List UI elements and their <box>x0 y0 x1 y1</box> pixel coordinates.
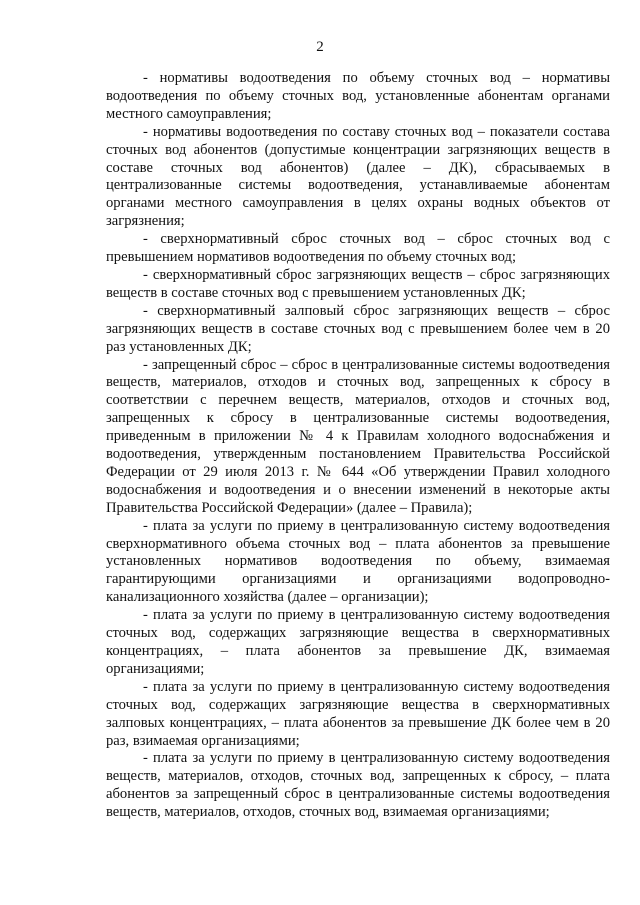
definition-paragraph: - сверхнормативный сброс загрязняющих веществ – сброс загрязняющих веществ в составе сточных вод с превышением установленных ДК; <box>106 266 610 301</box>
definition-paragraph: - сверхнормативный сброс сточных вод – сброс сточных вод с превышением нормативов водоотведения по объему сточных вод; <box>106 231 610 266</box>
definition-paragraph: - нормативы водоотведения по составу сточных вод – показатели состава сточных вод абонентов (допустимые концентрации загрязняющих веществ в составе сточных вод абонентов) (далее – ДК), сбрасываемых в централизованные системы водоотведения, устанавливаемые абонентам органами местного самоуправления в целях охраны водных объектов от загрязнения; <box>106 123 610 230</box>
definition-paragraph: - плата за услуги по приему в централизованную систему водоотведения сточных вод, содержащих загрязняющие вещества в сверхнормативных залповых концентрациях, – плата абонентов за превышение ДК более чем в 20 раз, взимаемая организациями; <box>106 678 610 749</box>
definition-paragraph: - сверхнормативный залповый сброс загрязняющих веществ – сброс загрязняющих веществ в составе сточных вод с превышением более чем в 20 раз установленных ДК; <box>106 302 610 355</box>
definition-paragraph: - плата за услуги по приему в централизованную систему водоотведения веществ, материалов, отходов, сточных вод, запрещенных к сбросу, – плата абонентов за запрещенный сброс в централизованные системы водоотведения веществ, материалов, отходов, сточных вод, взимаемая организациями; <box>106 750 610 821</box>
definition-paragraph: - плата за услуги по приему в централизованную систему водоотведения сточных вод, содержащих загрязняющие вещества в сверхнормативных концентрациях, – плата абонентов за превышение ДК, взимаемая организациями; <box>106 607 610 677</box>
document-body <box>106 70 610 822</box>
definition-paragraph: - запрещенный сброс – сброс в централизованные системы водоотведения веществ, материалов, отходов и сточных вод, запрещенных к сбросу в соответствии с перечнем веществ, материалов, отходов и сточных вод, запрещенных к сбросу в централизованные системы водоотведения, приведенным в приложении № 4 к Правилам холодного водоснабжения и водоотведения, утвержденным постановлением Правительства Российской Федерации от 29 июля 2013 г. № 644 «Об утверждении Правил холодного водоснабжения и водоотведения и о внесении изменений в некоторые акты Правительства Российской Федерации» (далее – Правила); <box>106 356 610 516</box>
definition-paragraph: - нормативы водоотведения по объему сточных вод – нормативы водоотведения по объему сточных вод, установленные абонентам органами местного самоуправления; <box>106 70 610 122</box>
page-number: 2 <box>316 39 324 55</box>
definition-paragraph: - плата за услуги по приему в централизованную систему водоотведения сверхнормативного объема сточных вод – плата абонентов за превышение установленных нормативов водоотведения по объему, взимаемая гарантирующими организациями и организациями водопроводно-канализационного хозяйства (далее – организации); <box>106 517 610 606</box>
